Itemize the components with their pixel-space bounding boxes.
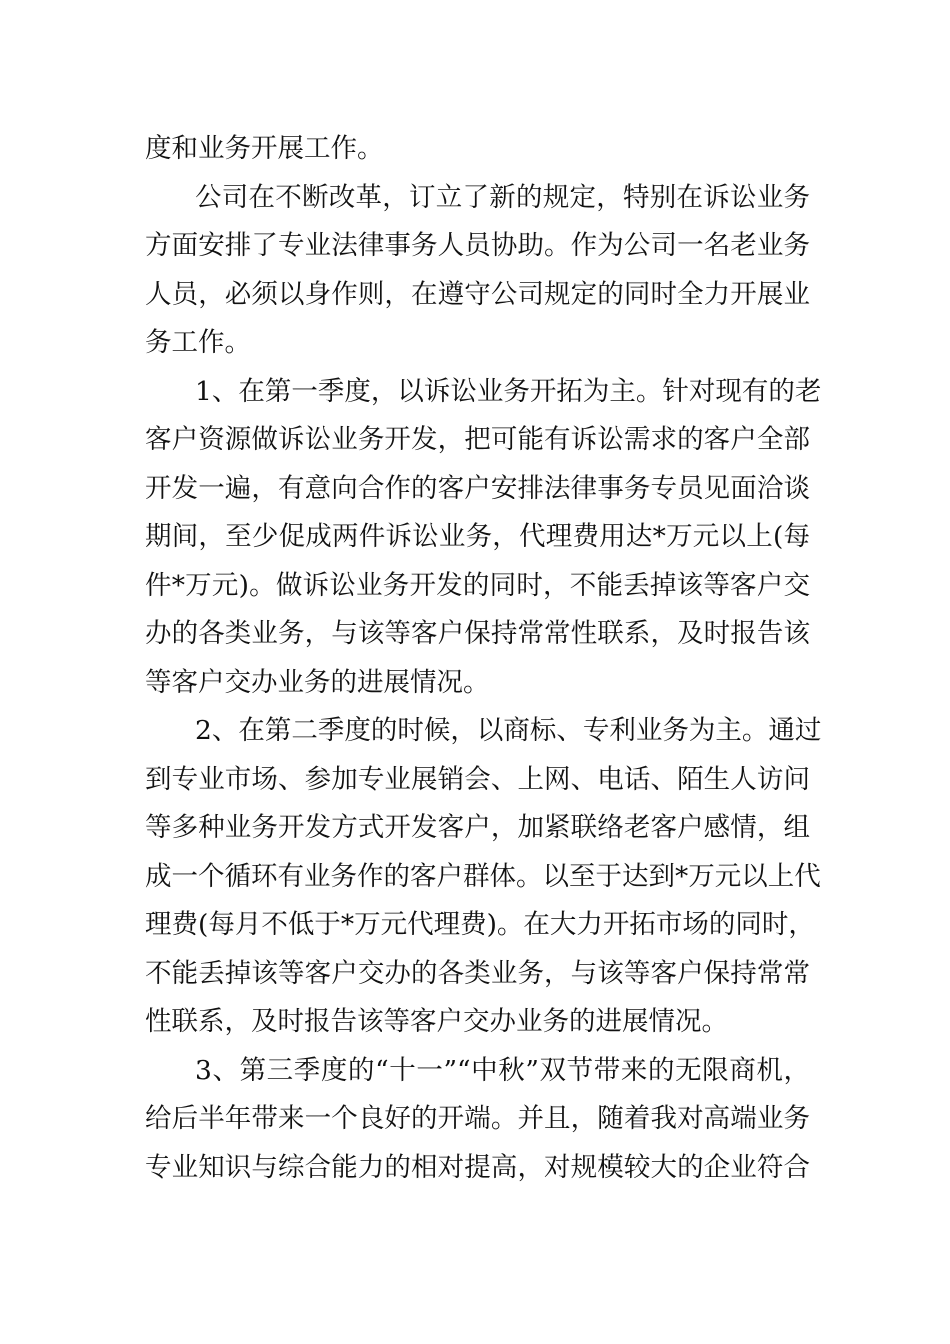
paragraph-first-line: 3、第三季度的“十一”“中秋”双节带来的无限商机， — [195, 1054, 810, 1086]
text-line: 客户资源做诉讼业务开发，把可能有诉讼需求的客户全部 — [145, 424, 810, 455]
text-line: 人员，必须以身作则，在遵守公司规定的同时全力开展业 — [145, 278, 810, 310]
text-line: 理费(每月不低于*万元代理费)。在大力开拓市场的同时， — [145, 909, 815, 940]
text-line: 件*万元)。做诉讼业务开发的同时，不能丢掉该等客户交 — [145, 569, 810, 601]
text-line: 方面安排了专业法律事务人员协助。作为公司一名老业务 — [145, 230, 810, 261]
text-line: 成一个循环有业务作的客户群体。以至于达到*万元以上代 — [145, 860, 821, 892]
text-line: 开发一遍，有意向合作的客户安排法律事务专员见面洽谈 — [145, 472, 810, 504]
text-line: 度和业务开展工作。 — [145, 133, 384, 164]
text-line: 给后半年带来一个良好的开端。并且，随着我对高端业务 — [145, 1103, 810, 1134]
text-line: 务工作。 — [145, 327, 251, 358]
text-line: 性联系，及时报告该等客户交办业务的进展情况。 — [145, 1006, 728, 1037]
paragraph-first-line: 1、在第一季度，以诉讼业务开拓为主。针对现有的老 — [195, 375, 822, 407]
paragraph-first-line: 公司在不断改革，订立了新的规定，特别在诉讼业务 — [195, 181, 810, 213]
paragraph-first-line: 2、在第二季度的时候，以商标、专利业务为主。通过 — [195, 715, 822, 746]
document-body — [145, 125, 822, 1192]
text-line: 期间，至少促成两件诉讼业务，代理费用达*万元以上(每 — [145, 521, 810, 552]
text-line: 到专业市场、参加专业展销会、上网、电话、陌生人访问 — [145, 763, 810, 795]
text-line: 不能丢掉该等客户交办的各类业务，与该等客户保持常常 — [145, 957, 810, 989]
text-line: 办的各类业务，与该等客户保持常常性联系，及时报告该 — [145, 618, 810, 649]
text-line: 等多种业务开发方式开发客户，加紧联络老客户感情，组 — [145, 812, 810, 843]
text-line: 专业知识与综合能力的相对提高，对规模较大的企业符合 — [145, 1151, 810, 1183]
text-line: 等客户交办业务的进展情况。 — [145, 666, 490, 698]
